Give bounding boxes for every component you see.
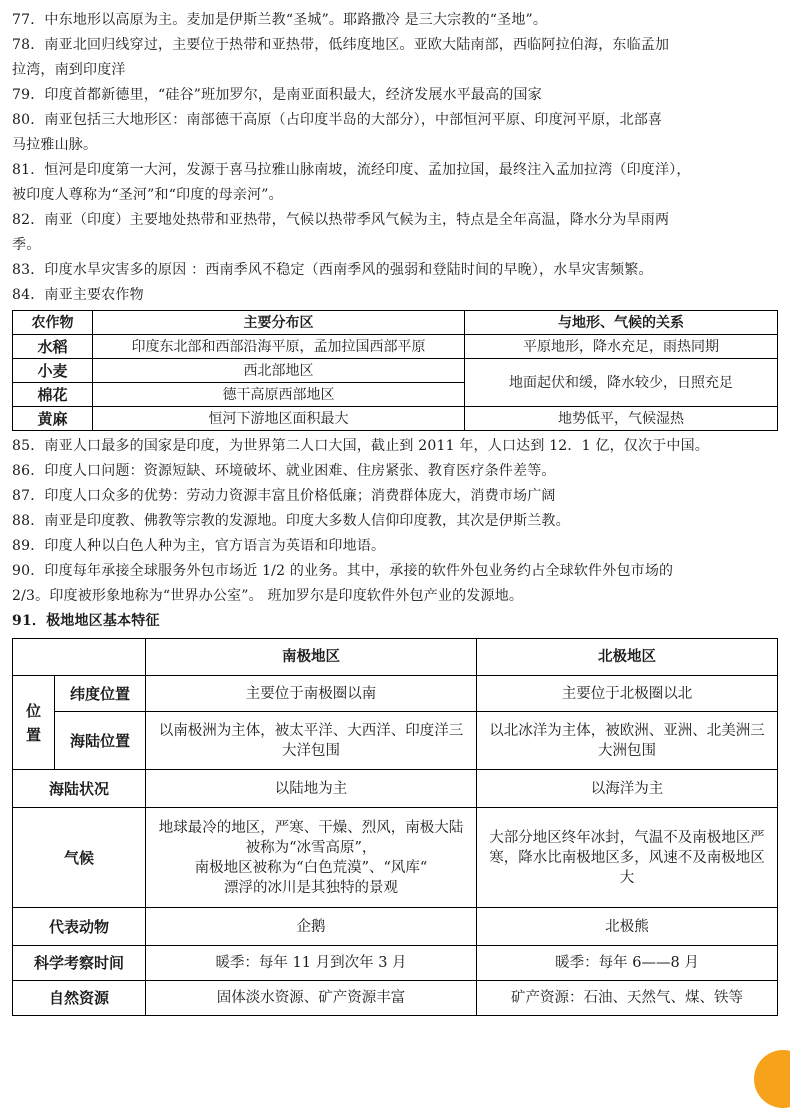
- crop-relation-merged: 地面起伏和缓，降水较少，日照充足: [465, 359, 778, 407]
- south-value: 企鹅: [146, 908, 477, 946]
- north-value: 大部分地区终年冰封，气温不及南极地区严寒，降水比南极地区多，风速不及南极地区大: [477, 808, 778, 908]
- header-crop: 农作物: [13, 311, 93, 335]
- crop-relation: 平原地形，降水充足，雨热同期: [465, 335, 778, 359]
- note-line: 81．恒河是印度第一大河，发源于喜马拉雅山脉南坡，流经印度、孟加拉国，最终注入孟加拉湾（印度洋），: [12, 162, 691, 178]
- row-label: 海陆位置: [55, 712, 146, 770]
- note-line: 89．印度人种以白色人种为主，官方语言为英语和印地语。: [12, 538, 386, 554]
- corner-decoration: [754, 1050, 790, 1108]
- north-value: 矿产资源：石油、天然气、煤、铁等: [477, 981, 778, 1016]
- table-row: [13, 770, 778, 808]
- note-line: 84．南亚主要农作物: [12, 287, 144, 303]
- south-value: 暖季：每年 11 月到次年 3 月: [146, 946, 477, 981]
- group-label-position: [13, 676, 55, 770]
- north-value: 暖季：每年 6——8 月: [477, 946, 778, 981]
- row-label: 科学考察时间: [13, 946, 146, 981]
- table-row: [13, 407, 778, 431]
- header-area: 主要分布区: [93, 311, 465, 335]
- header-relation: 与地形、气候的关系: [465, 311, 778, 335]
- table-row: [13, 359, 778, 383]
- note-line: 被印度人尊称为“圣河”和“印度的母亲河”。: [12, 187, 283, 203]
- notes-top: [12, 8, 778, 308]
- table-row: [13, 676, 778, 712]
- north-value: 主要位于北极圈以北: [477, 676, 778, 712]
- section-heading: 91．极地地区基本特征: [12, 613, 160, 629]
- note-line: 83．印度水旱灾害多的原因 ：西南季风不稳定（西南季风的强弱和登陆时间的早晚），水旱灾害频繁。: [12, 262, 653, 278]
- climate-south-line: 南极地区被称为“白色荒漠”、“风库“: [194, 859, 428, 876]
- row-label: 海陆状况: [13, 770, 146, 808]
- row-label: 自然资源: [13, 981, 146, 1016]
- crop-area: 西北部地区: [93, 359, 465, 383]
- group-label-text: 位置: [25, 701, 41, 744]
- crop-table-header: [13, 311, 778, 335]
- header-south: 南极地区: [146, 639, 477, 676]
- note-line: 90．印度每年承接全球服务外包市场近 1/2 的业务。其中，承接的软件外包业务约占全球软件外包市场的: [12, 563, 674, 579]
- page-content: [12, 8, 778, 1016]
- polar-table-header: [13, 639, 778, 676]
- note-line: 79．印度首都新德里，“硅谷”班加罗尔，是南亚面积最大，经济发展水平最高的国家: [12, 87, 542, 103]
- note-line: 85．南亚人口最多的国家是印度，为世界第二人口大国，截止到 2011 年，人口达到 12．1 亿，仅次于中国。: [12, 438, 709, 454]
- south-value: 以南极洲为主体，被太平洋、大西洋、印度洋三大洋包围: [146, 712, 477, 770]
- notes-mid: [12, 434, 778, 634]
- crop-relation: 地势低平，气候湿热: [465, 407, 778, 431]
- north-value: 北极熊: [477, 908, 778, 946]
- note-line: 80．南亚包括三大地形区：南部德干高原（占印度半岛的大部分），中部恒河平原、印度河平原，北部喜: [12, 112, 663, 128]
- row-label: 气候: [13, 808, 146, 908]
- table-row: [13, 908, 778, 946]
- row-label: 纬度位置: [55, 676, 146, 712]
- crop-name: 棉花: [13, 383, 93, 407]
- note-line: 87．印度人口众多的优势：劳动力资源丰富且价格低廉；消费群体庞大，消费市场广阔: [12, 488, 556, 504]
- crop-area: 恒河下游地区面积最大: [93, 407, 465, 431]
- crop-name: 小麦: [13, 359, 93, 383]
- header-north: 北极地区: [477, 639, 778, 676]
- note-line: 马拉雅山脉。: [12, 137, 98, 153]
- note-line: 88．南亚是印度教、佛教等宗教的发源地。印度大多数人信仰印度教，其次是伊斯兰教。: [12, 513, 570, 529]
- note-line: 82．南亚（印度）主要地处热带和亚热带，气候以热带季风气候为主，特点是全年高温，降水分为旱雨两: [12, 212, 670, 228]
- south-value: 以陆地为主: [146, 770, 477, 808]
- header-corner: [13, 639, 146, 676]
- crop-name: 水稻: [13, 335, 93, 359]
- north-value: 以海洋为主: [477, 770, 778, 808]
- table-row: [13, 981, 778, 1016]
- north-value: 以北冰洋为主体，被欧洲、亚洲、北美洲三大洲包围: [477, 712, 778, 770]
- south-value: 主要位于南极圈以南: [146, 676, 477, 712]
- crop-table: [12, 310, 778, 431]
- note-line: 77．中东地形以高原为主。麦加是伊斯兰教“圣城”。耶路撒冷 是三大宗教的“圣地”。: [12, 12, 548, 28]
- note-line: 86．印度人口问题：资源短缺、环境破坏、就业困难、住房紧张、教育医疗条件差等。: [12, 463, 556, 479]
- note-line: 78．南亚北回归线穿过，主要位于热带和亚热带，低纬度地区。亚欧大陆南部，西临阿拉伯海，东临孟加: [12, 37, 670, 53]
- south-value: [146, 808, 477, 908]
- table-row: [13, 712, 778, 770]
- crop-area: 德干高原西部地区: [93, 383, 465, 407]
- note-line: 2/3。印度被形象地称为“世界办公室”。 班加罗尔是印度软件外包产业的发源地。: [12, 588, 524, 604]
- crop-name: 黄麻: [13, 407, 93, 431]
- note-line: 拉湾，南到印度洋: [12, 62, 126, 78]
- crop-area: 印度东北部和西部沿海平原，孟加拉国西部平原: [93, 335, 465, 359]
- table-row: [13, 946, 778, 981]
- south-value: 固体淡水资源、矿产资源丰富: [146, 981, 477, 1016]
- climate-south-line: 漂浮的冰川是其独特的景观: [224, 879, 398, 896]
- note-line: 季。: [12, 237, 41, 253]
- table-row: [13, 808, 778, 908]
- table-row: [13, 335, 778, 359]
- climate-south-line: 地球最冷的地区，严寒、干燥、烈风，南极大陆被称为“冰雪高原”，: [158, 819, 464, 856]
- row-label: 代表动物: [13, 908, 146, 946]
- polar-table: [12, 638, 778, 1016]
